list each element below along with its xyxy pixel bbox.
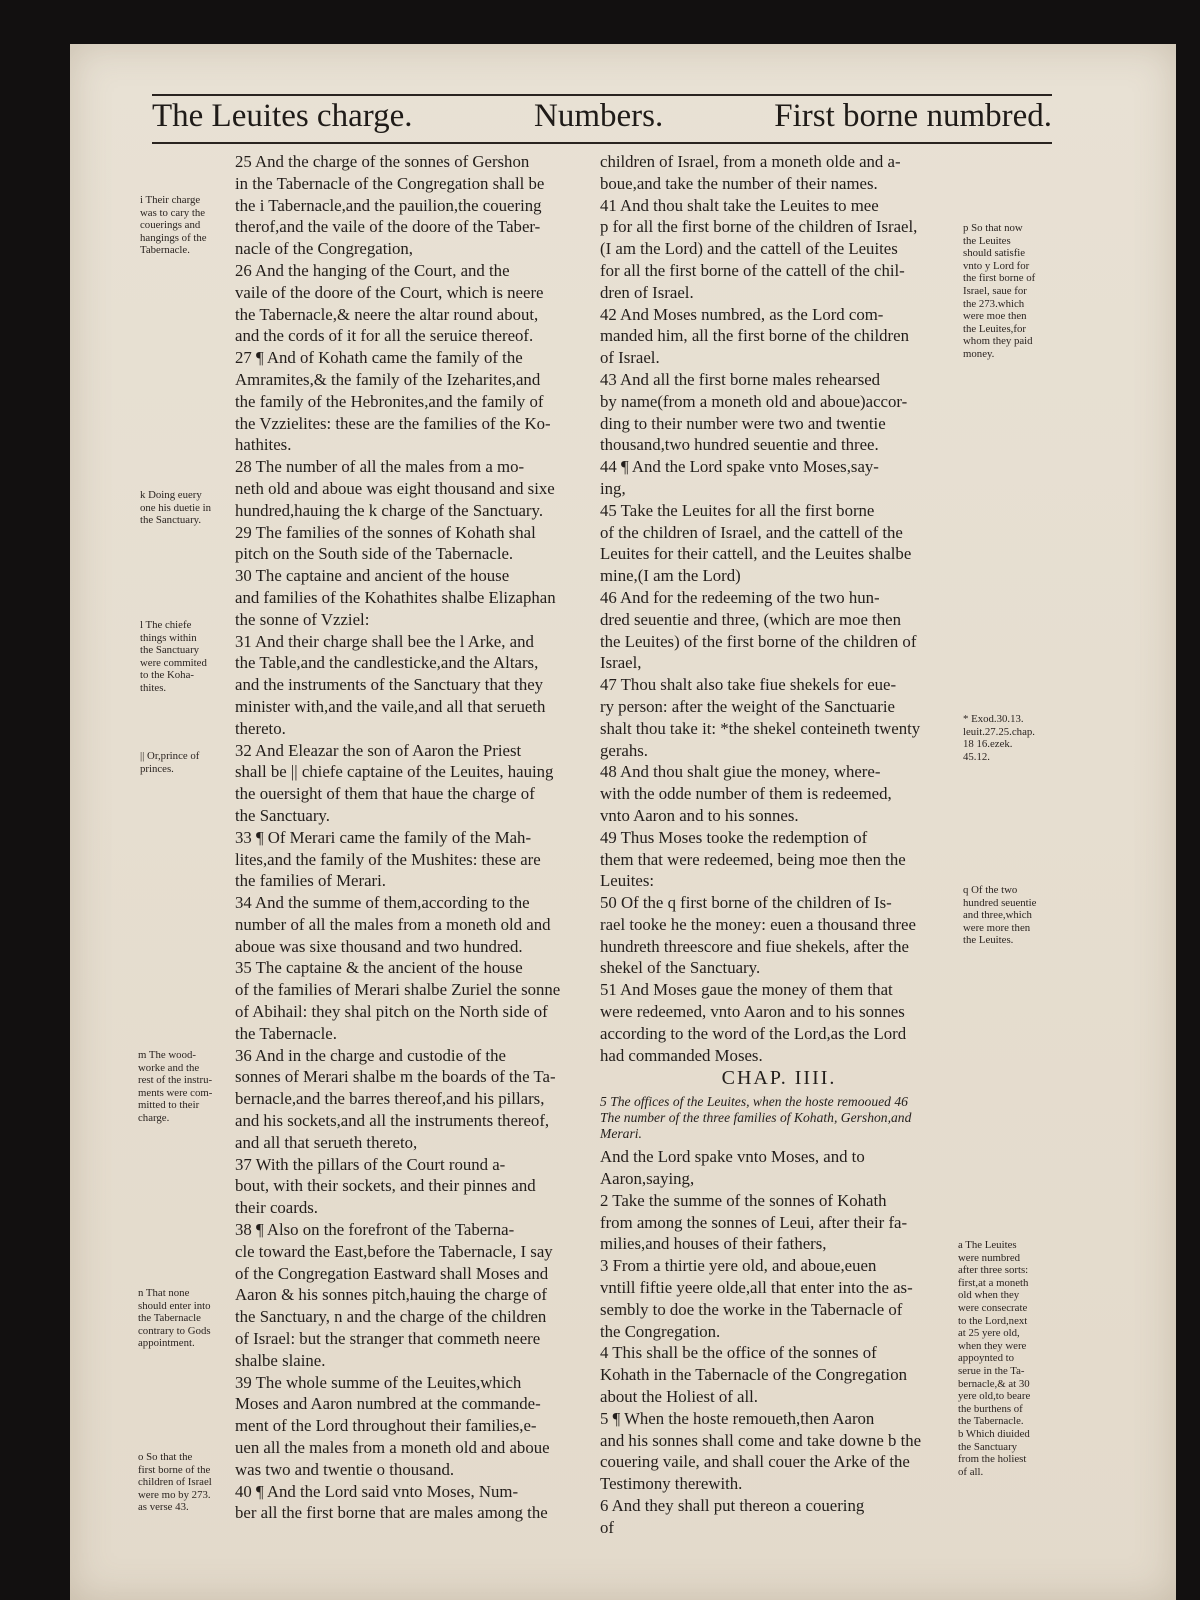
margin-note-line: leuit.27.25.chap. (963, 725, 1035, 738)
margin-note-line: the Leuites,for (963, 322, 1026, 335)
text-line: the Sanctuary. (235, 805, 330, 825)
text-line: bout, with their sockets, and their pinnes and (235, 1176, 536, 1196)
running-header (152, 94, 1052, 144)
text-line: with the odde number of them is redeemed, (600, 784, 892, 804)
margin-note-line: the 273.which (963, 297, 1025, 310)
text-line: shekel of the Sanctuary. (600, 958, 761, 978)
margin-note-line: hangings of the (140, 231, 207, 244)
text-line: 43 And all the first borne males rehearsed (600, 369, 881, 389)
text-line: lites,and the family of the Mushites: these are (235, 849, 541, 869)
text-line: of Abihail: they shal pitch on the North side of (235, 1002, 548, 1022)
page-sheet (70, 44, 1176, 1600)
margin-note-line: of all. (958, 1465, 984, 1478)
margin-note-line: Israel, saue for (963, 284, 1027, 297)
text-line: the Tabernacle. (235, 1023, 337, 1043)
text-line: bernacle,and the barres thereof,and his pillars, (235, 1089, 545, 1109)
text-line: 27 ¶ And of Kohath came the family of the (235, 348, 523, 368)
text-line: hathites. (235, 435, 292, 455)
margin-note-line: m The wood- (138, 1049, 196, 1061)
text-line: 48 And thou shalt giue the money, where- (600, 762, 881, 782)
text-line: 3 From a thirtie yere old, and aboue,euen (600, 1256, 877, 1276)
text-line: manded him, all the first borne of the children (600, 326, 909, 346)
text-line: cle toward the East,before the Tabernacle, I say (235, 1241, 553, 1261)
left-text-column (235, 151, 595, 1524)
text-line: couering vaile, and shall couer the Arke of the (600, 1452, 910, 1472)
margin-note-line: couerings and (140, 219, 201, 232)
text-line: hundred,hauing the k charge of the Sanctuary. (235, 500, 544, 520)
right-text-column (600, 151, 958, 1539)
text-line: Aaron & his sonnes pitch,hauing the charge of (235, 1285, 547, 1305)
text-line: 29 The families of the sonnes of Kohath shal (235, 522, 536, 542)
margin-note-line: after three sorts: (958, 1264, 1029, 1277)
margin-note-line: o So that the (138, 1451, 193, 1463)
text-line: ment of the Lord throughout their families,e- (235, 1416, 537, 1436)
text-line: their coards. (235, 1198, 318, 1218)
margin-note-line: vnto y Lord for (963, 259, 1030, 272)
text-line: of (600, 1517, 614, 1537)
text-line: 37 With the pillars of the Court round a- (235, 1154, 506, 1174)
margin-note-line: rest of the instru- (138, 1074, 213, 1087)
text-line: 42 And Moses numbred, as the Lord com- (600, 304, 884, 324)
margin-note-line: from the holiest (958, 1453, 1027, 1466)
margin-note-line: yere old,to beare (958, 1390, 1031, 1403)
text-line: p for all the first borne of the children of Israel, (600, 217, 918, 237)
text-line: and families of the Kohathites shalbe Elizaphan (235, 587, 556, 607)
text-line: the Congregation. (600, 1321, 721, 1341)
margin-note-line: charge. (138, 1111, 170, 1124)
text-line: dren of Israel. (600, 282, 694, 302)
text-line: ber all the first borne that are males among the (235, 1503, 548, 1523)
text-line: minister with,and the vaile,and all that serueth (235, 696, 546, 716)
text-line: 5 ¶ When the hoste remoueth,then Aaron (600, 1408, 875, 1428)
text-line: nacle of the Congregation, (235, 239, 414, 259)
text-line: the Tabernacle,& neere the altar round about, (235, 304, 539, 324)
text-line: boue,and take the number of their names. (600, 173, 878, 193)
margin-note-line: appoynted to (958, 1352, 1015, 1365)
text-line: 46 And for the redeeming of the two hun- (600, 587, 880, 607)
margin-note-star (963, 713, 1035, 763)
text-line: dred seuentie and three, (which are moe then (600, 609, 901, 629)
text-line: 25 And the charge of the sonnes of Gershon (235, 152, 530, 171)
margin-note-line: 45.12. (963, 750, 990, 763)
summary-line: The number of the three families of Kohath, Gershon,and (600, 1110, 912, 1126)
text-line: therof,and the vaile of the doore of the Taber- (235, 217, 541, 237)
text-line: 6 And they shall put thereon a couering (600, 1496, 865, 1516)
margin-note-line: and three,which (963, 909, 1032, 922)
margin-note-line: one his duetie in (140, 501, 212, 514)
margin-note-line: should enter into (138, 1299, 211, 1312)
text-line: mine,(I am the Lord) (600, 566, 741, 586)
margin-note-line: k Doing euery (140, 489, 202, 501)
margin-note-line: b Which diuided (958, 1427, 1030, 1440)
text-line: the family of the Hebronites,and the family of (235, 391, 544, 411)
text-line: the i Tabernacle,and the pauilion,the couering (235, 195, 542, 215)
text-line: sembly to doe the worke in the Tabernacle of (600, 1299, 903, 1319)
margin-note-a (958, 1239, 1030, 1478)
text-line: ding to their number were two and twentie (600, 413, 886, 433)
margin-note-line: were consecrate (958, 1301, 1028, 1314)
text-line: of Israel. (600, 348, 660, 368)
text-line: thousand,two hundred seuentie and three. (600, 435, 879, 455)
text-line: number of all the males from a moneth old and (235, 914, 551, 934)
text-line: them that were redeemed, being moe then the (600, 849, 906, 869)
text-line: the sonne of Vzziel: (235, 609, 370, 629)
text-line: 35 The captaine & the ancient of the house (235, 958, 523, 978)
text-line: 33 ¶ Of Merari came the family of the Mah- (235, 827, 532, 847)
text-line: and all that serueth thereto, (235, 1132, 418, 1152)
margin-note-p (963, 222, 1035, 361)
margin-note-line: contrary to Gods (138, 1324, 211, 1337)
margin-note-line: l The chiefe (140, 619, 192, 631)
margin-note-line: 18 16.ezek. (963, 738, 1013, 751)
text-line: 34 And the summe of them,according to the (235, 893, 530, 913)
text-line: the Sanctuary, n and the charge of the children (235, 1307, 547, 1327)
text-line: the families of Merari. (235, 871, 386, 891)
text-line: in the Tabernacle of the Congregation shall be (235, 173, 545, 193)
text-line: pitch on the South side of the Tabernacle. (235, 544, 514, 564)
text-line: by name(from a moneth old and aboue)accor- (600, 391, 908, 411)
text-line: (I am the Lord) and the cattell of the Leuites (600, 239, 898, 259)
margin-note-line: old when they (958, 1289, 1020, 1302)
text-line: ry person: after the weight of the Sanctuarie (600, 696, 895, 716)
text-line: the Vzzielites: these are the families of the Ko- (235, 413, 551, 433)
margin-note-line: mitted to their (138, 1099, 200, 1112)
margin-note-line: the Sanctuary (140, 644, 200, 657)
text-line: 39 The whole summe of the Leuites,which (235, 1372, 522, 1392)
text-line: 44 ¶ And the Lord spake vnto Moses,say- (600, 457, 879, 477)
text-line: according to the word of the Lord,as the Lord (600, 1023, 907, 1043)
text-line: from among the sonnes of Leui, after their fa- (600, 1212, 908, 1232)
text-line: and the cords of it for all the seruice thereof. (235, 326, 534, 346)
margin-note-line: p So that now (963, 222, 1023, 234)
margin-note-or (140, 750, 199, 775)
header-left: The Leuites charge. (152, 98, 413, 134)
margin-note-line: children of Israel (138, 1476, 212, 1489)
text-line: about the Holiest of all. (600, 1387, 758, 1407)
text-line: 40 ¶ And the Lord said vnto Moses, Num- (235, 1481, 519, 1501)
margin-note-line: were more then (963, 921, 1031, 934)
margin-note-line: appointment. (138, 1337, 195, 1350)
margin-note-line: ments were com- (138, 1086, 213, 1099)
margin-note-line: should satisfie (963, 247, 1026, 260)
margin-note-m (138, 1049, 212, 1125)
margin-note-n (138, 1287, 211, 1350)
text-line: the ouersight of them that haue the charge of (235, 784, 535, 804)
text-line: 28 The number of all the males from a mo- (235, 457, 525, 477)
margin-note-line: n That none (138, 1287, 190, 1299)
margin-note-line: Tabernacle. (140, 244, 190, 257)
summary-line: 5 The offices of the Leuites, when the hoste remooued 46 (600, 1094, 908, 1110)
chapter-title: CHAP. IIII. (721, 1067, 837, 1090)
text-line: Kohath in the Tabernacle of the Congregation (600, 1365, 908, 1385)
margin-note-line: the Sanctuary. (140, 514, 202, 527)
margin-note-line: q Of the two (963, 884, 1018, 896)
text-line: 4 This shall be the office of the sonnes of (600, 1343, 877, 1363)
text-line: rael tooke he the money: euen a thousand three (600, 914, 916, 934)
text-line: gerahs. (600, 740, 648, 760)
margin-note-line: things within (140, 631, 197, 644)
margin-note-line: to the Koha- (140, 669, 194, 682)
margin-note-line: the first borne of (963, 272, 1036, 285)
text-line: were redeemed, vnto Aaron and to his sonnes (600, 1002, 905, 1022)
text-line: 2 Take the summe of the sonnes of Kohath (600, 1190, 887, 1210)
margin-note-line: the Tabernacle (138, 1312, 201, 1325)
margin-note-line: when they were (958, 1339, 1027, 1352)
margin-note-line: hundred seuentie (963, 896, 1037, 909)
margin-note-line: money. (963, 347, 995, 360)
margin-note-line: was to cary the (140, 206, 206, 219)
text-line: sonnes of Merari shalbe m the boards of the Ta- (235, 1067, 556, 1087)
text-line: the Table,and the candlesticke,and the Altars, (235, 653, 539, 673)
text-line: shalt thou take it: *the shekel conteineth twenty (600, 718, 921, 738)
margin-note-line: bernacle,& at 30 (958, 1377, 1030, 1390)
text-line: uen all the males from a moneth old and aboue (235, 1438, 550, 1458)
margin-note-line: were numbred (958, 1251, 1021, 1264)
text-line: neth old and aboue was eight thousand and sixe (235, 478, 555, 498)
text-line: Testimony therewith. (600, 1474, 743, 1494)
chapter-summary (600, 1094, 958, 1142)
text-line: 26 And the hanging of the Court, and the (235, 260, 510, 280)
text-line: And the Lord spake vnto Moses, and to (600, 1147, 865, 1167)
text-line: Aaron,saying, (600, 1169, 695, 1189)
text-line: 45 Take the Leuites for all the first borne (600, 500, 875, 520)
margin-note-k (140, 489, 211, 527)
text-line: 36 And in the charge and custodie of the (235, 1045, 506, 1065)
text-line: Israel, (600, 653, 642, 673)
margin-note-line: the Leuites (963, 234, 1011, 247)
text-line: 50 Of the q first borne of the children of Is- (600, 893, 892, 913)
margin-note-line: the Leuites. (963, 934, 1014, 947)
text-line: was two and twentie o thousand. (235, 1459, 455, 1479)
text-line: of the Congregation Eastward shall Moses and (235, 1263, 549, 1283)
margin-note-line: a The Leuites (958, 1239, 1017, 1251)
text-line: vaile of the doore of the Court, which is neere (235, 282, 544, 302)
text-line: milies,and houses of their fathers, (600, 1234, 827, 1254)
text-line: 41 And thou shalt take the Leuites to mee (600, 195, 879, 215)
margin-note-q (963, 884, 1036, 947)
margin-note-line: whom they paid (963, 335, 1033, 348)
margin-note-line: princes. (140, 762, 174, 775)
text-line: and his sonnes shall come and take downe b the (600, 1430, 922, 1450)
text-line: vnto Aaron and to his sonnes. (600, 805, 799, 825)
text-line: of the children of Israel, and the cattell of the (600, 522, 903, 542)
summary-line: Merari. (600, 1126, 642, 1142)
margin-note-line: were moe then (963, 310, 1027, 323)
text-line: aboue was sixe thousand and two hundred. (235, 936, 523, 956)
header-right: First borne numbred. (774, 98, 1052, 134)
margin-note-l (140, 619, 207, 695)
margin-note-line: the Sanctuary (958, 1440, 1018, 1453)
margin-note-i (140, 194, 207, 257)
text-line: the Leuites) of the first borne of the children of (600, 631, 917, 651)
margin-note-line: thites. (140, 681, 167, 694)
text-line: children of Israel, from a moneth olde and a- (600, 152, 901, 171)
text-line: and his sockets,and all the instruments thereof, (235, 1111, 550, 1131)
margin-note-o (138, 1451, 212, 1514)
margin-note-line: i Their charge (140, 194, 201, 206)
margin-note-line: * Exod.30.13. (963, 713, 1024, 725)
margin-note-line: were commited (140, 656, 207, 669)
text-line: thereto. (235, 718, 286, 738)
text-line: of Israel: but the stranger that commeth neere (235, 1329, 541, 1349)
margin-note-line: the burthens of (958, 1402, 1023, 1415)
margin-note-line: worke and the (138, 1061, 200, 1074)
text-line: Amramites,& the family of the Izeharites,and (235, 369, 541, 389)
text-line: 30 The captaine and ancient of the house (235, 566, 510, 586)
text-line: Moses and Aaron numbred at the commande- (235, 1394, 541, 1414)
text-line: of the families of Merari shalbe Zuriel the sonne (235, 980, 561, 1000)
margin-note-line: to the Lord,next (958, 1314, 1028, 1327)
margin-note-line: serue in the Ta- (958, 1364, 1025, 1377)
margin-note-line: || Or,prince of (140, 750, 200, 762)
margin-note-line: first,at a moneth (958, 1276, 1029, 1289)
text-line: had commanded Moses. (600, 1045, 763, 1065)
margin-note-line: first borne of the (138, 1463, 211, 1476)
text-line: shall be || chiefe captaine of the Leuites, hauing (235, 762, 554, 782)
margin-note-line: as verse 43. (138, 1501, 189, 1514)
text-line: 47 Thou shalt also take fiue shekels for eue- (600, 675, 897, 695)
header-center: Numbers. (534, 98, 664, 134)
margin-note-line: at 25 yere old, (958, 1327, 1020, 1340)
text-line: 31 And their charge shall bee the l Arke, and (235, 631, 534, 651)
text-line: Leuites: (600, 871, 655, 891)
text-line: 49 Thus Moses tooke the redemption of (600, 827, 868, 847)
text-line: ing, (600, 478, 626, 498)
text-line: 32 And Eleazar the son of Aaron the Priest (235, 740, 522, 760)
text-line: shalbe slaine. (235, 1350, 326, 1370)
text-line: and the instruments of the Sanctuary that they (235, 675, 544, 695)
text-line: vntill fiftie yeere olde,all that enter into the as- (600, 1278, 913, 1298)
text-line: 51 And Moses gaue the money of them that (600, 980, 893, 1000)
text-line: for all the first borne of the cattell of the chil- (600, 260, 905, 280)
margin-note-line: the Tabernacle. (958, 1415, 1024, 1428)
margin-note-line: were mo by 273. (138, 1488, 211, 1501)
text-line: 38 ¶ Also on the forefront of the Taberna- (235, 1220, 515, 1240)
text-line: hundreth threescore and fiue shekels, after the (600, 936, 909, 956)
text-line: Leuites for their cattell, and the Leuites shalbe (600, 544, 912, 564)
